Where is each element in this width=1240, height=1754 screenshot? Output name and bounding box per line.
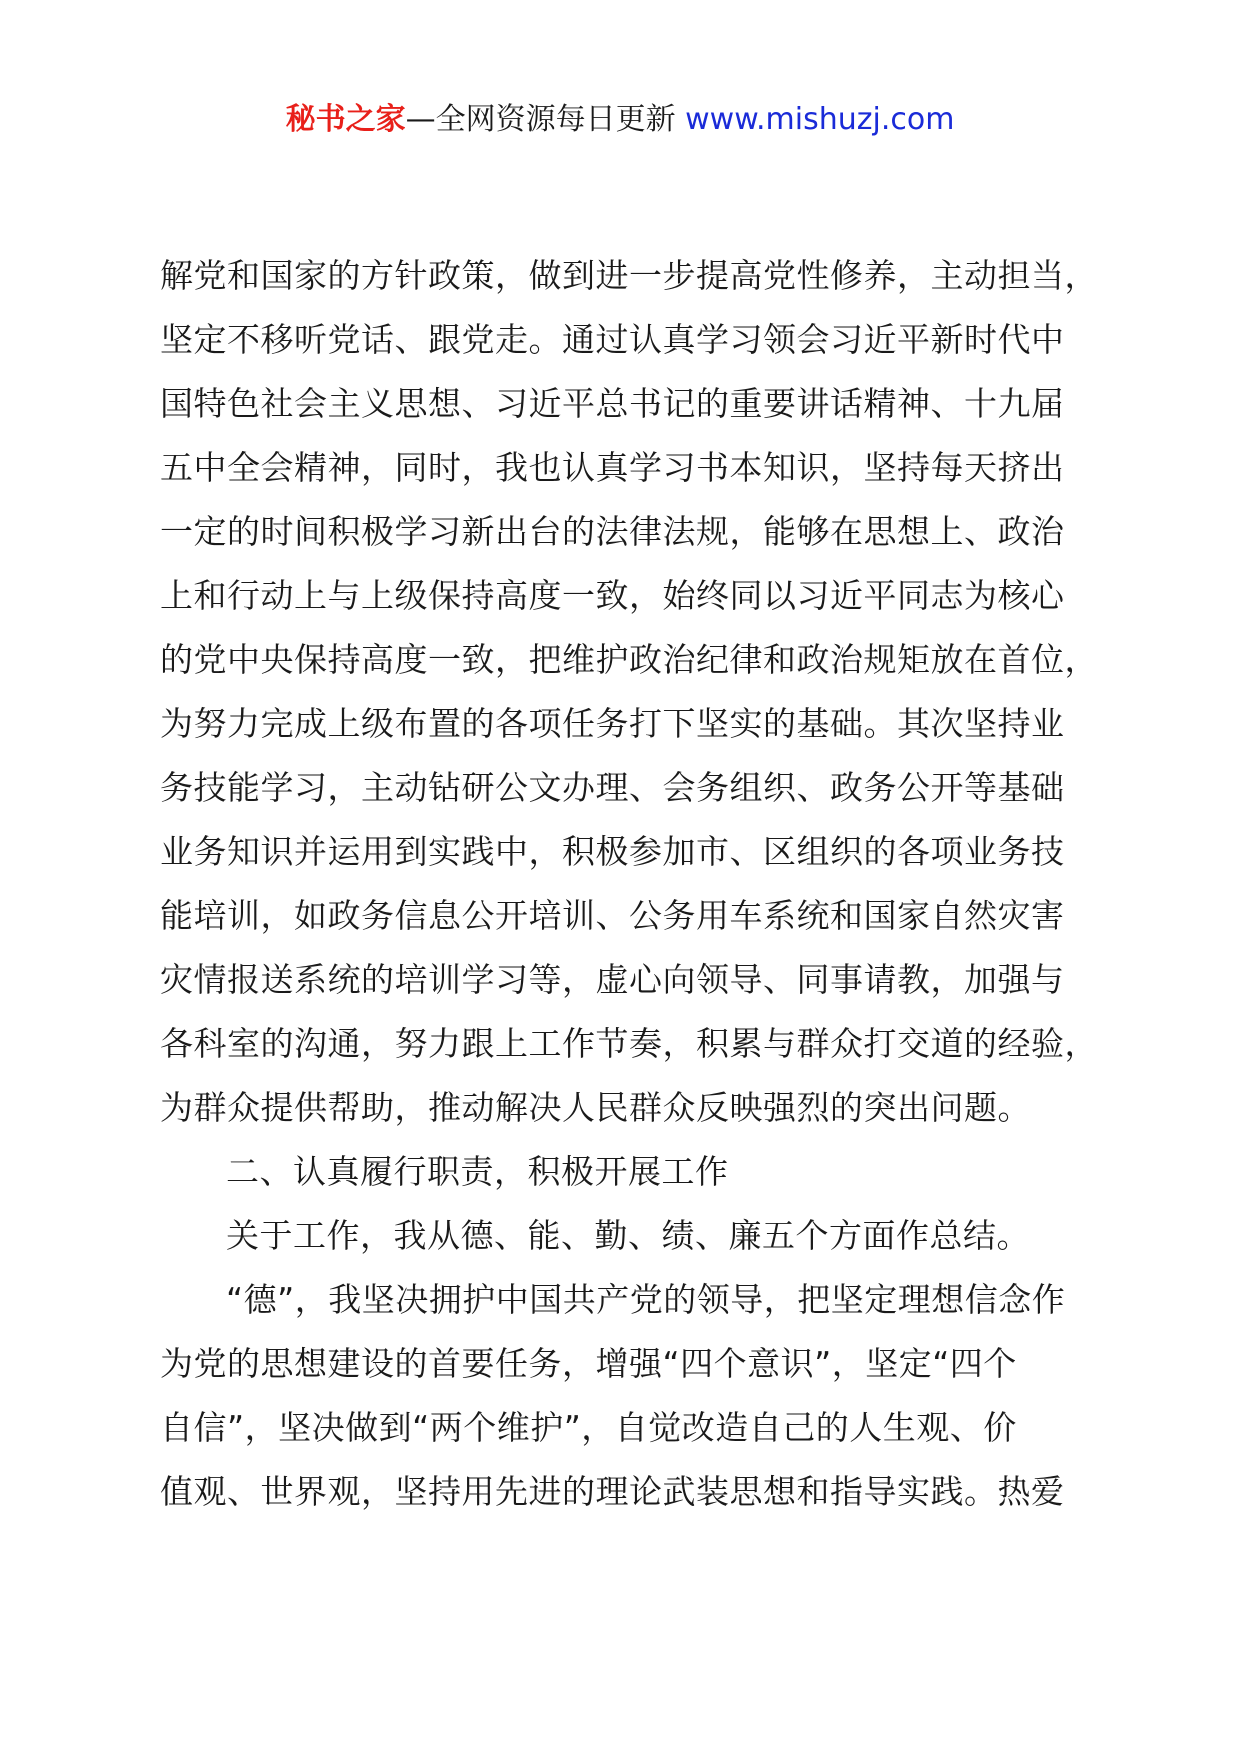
body-line: 为党的思想建设的首要任务，增强“四个意识”，坚定“四个 [160, 1344, 1017, 1383]
body-line: 国特色社会主义思想、习近平总书记的重要讲话精神、十九届 [160, 384, 1065, 423]
body-line: 一定的时间积极学习新出台的法律法规，能够在思想上、政治 [160, 512, 1065, 551]
body-line: 五中全会精神，同时，我也认真学习书本知识，坚持每天挤出 [160, 448, 1065, 487]
body-line: 的党中央保持高度一致，把维护政治纪律和政治规矩放在首位， [160, 640, 1098, 679]
body-line: 解党和国家的方针政策，做到进一步提高党性修养，主动担当， [160, 256, 1098, 295]
body-line: “德”，我坚决拥护中国共产党的领导，把坚定理想信念作 [226, 1280, 1066, 1319]
body-line: 值观、世界观，坚持用先进的理论武装思想和指导实践。热爱 [160, 1472, 1065, 1511]
body-line: 为努力完成上级布置的各项任务打下坚实的基础。其次坚持业 [160, 704, 1065, 743]
body-line: 各科室的沟通，努力跟上工作节奏，积累与群众打交道的经验， [160, 1024, 1098, 1063]
site-url-link[interactable]: www.mishuzj.com [685, 102, 955, 137]
site-brand: 秘书之家 [285, 102, 406, 137]
body-line: 自信”，坚决做到“两个维护”，自觉改造自己的人生观、价 [160, 1408, 1017, 1447]
page-header [0, 100, 1240, 140]
section-heading: 二、认真履行职责，积极开展工作 [226, 1152, 729, 1191]
body-line: 关于工作，我从德、能、勤、绩、廉五个方面作总结。 [226, 1216, 1030, 1255]
body-line: 务技能学习，主动钻研公文办理、会务组织、政务公开等基础 [160, 768, 1065, 807]
header-tagline: —全网资源每日更新 [405, 102, 686, 137]
body-line: 能培训，如政务信息公开培训、公务用车系统和国家自然灾害 [160, 896, 1065, 935]
body-line: 灾情报送系统的培训学习等，虚心向领导、同事请教，加强与 [160, 960, 1065, 999]
body-line: 为群众提供帮助，推动解决人民群众反映强烈的突出问题。 [160, 1088, 1031, 1127]
document-body [160, 244, 1100, 1524]
body-line: 坚定不移听党话、跟党走。通过认真学习领会习近平新时代中 [160, 320, 1065, 359]
body-line: 上和行动上与上级保持高度一致，始终同以习近平同志为核心 [160, 576, 1065, 615]
body-line: 业务知识并运用到实践中，积极参加市、区组织的各项业务技 [160, 832, 1065, 871]
